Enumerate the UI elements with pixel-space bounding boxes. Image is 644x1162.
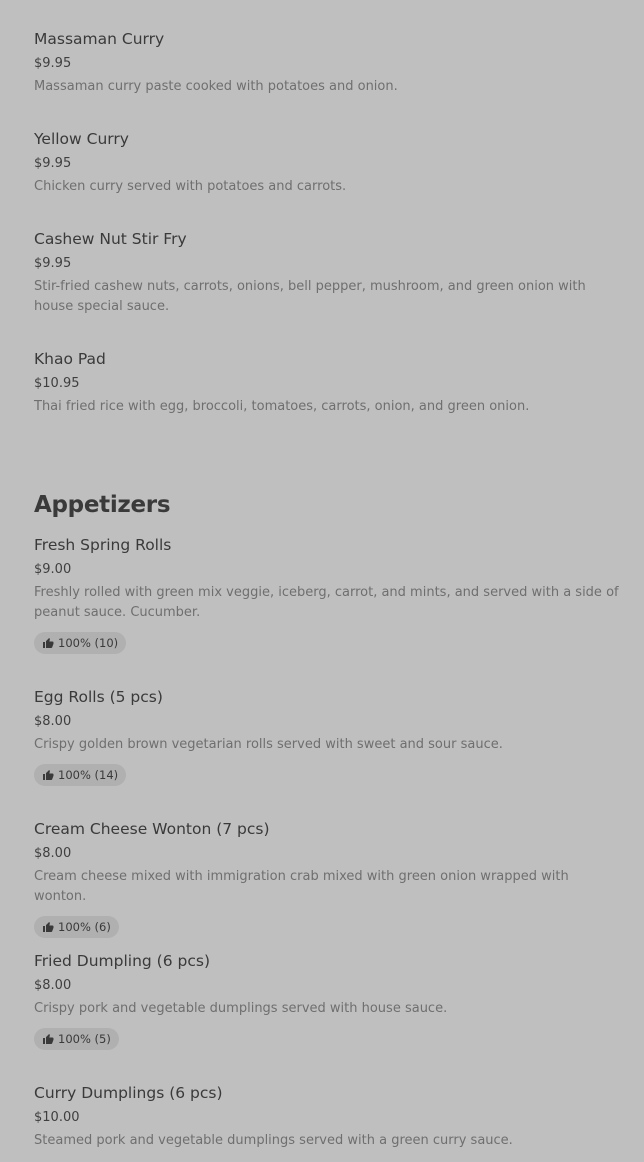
item-name: Curry Dumplings (6 pcs) <box>34 1084 223 1102</box>
menu-item-fresh-spring-rolls[interactable] <box>34 534 624 686</box>
item-price: $10.00 <box>34 1110 80 1125</box>
menu-item-cream-cheese-wonton[interactable] <box>34 818 624 950</box>
item-price: $8.00 <box>34 978 72 993</box>
item-price: $10.95 <box>34 376 80 391</box>
menu-item-egg-rolls[interactable] <box>34 686 624 818</box>
rating-text: 100% (5) <box>58 1032 111 1046</box>
item-name: Yellow Curry <box>34 130 129 148</box>
section-title-appetizers: Appetizers <box>34 492 171 518</box>
item-name: Fried Dumpling (6 pcs) <box>34 952 210 970</box>
rating-text: 100% (10) <box>58 636 119 650</box>
item-description: Freshly rolled with green mix veggie, iceberg, carrot, and mints, and served with a side of peanut sauce. Cucumber. <box>34 585 619 620</box>
menu-list <box>34 28 624 1162</box>
item-name: Egg Rolls (5 pcs) <box>34 688 163 706</box>
item-name: Fresh Spring Rolls <box>34 536 172 554</box>
thumbs-up-icon <box>42 769 54 781</box>
item-description: Crispy pork and vegetable dumplings served with house sauce. <box>34 1001 448 1016</box>
thumbs-up-icon <box>42 637 54 649</box>
menu-item-curry-dumplings[interactable] <box>34 1082 624 1162</box>
rating-badge <box>34 1028 119 1050</box>
item-price: $9.95 <box>34 56 72 71</box>
item-price: $9.00 <box>34 562 72 577</box>
thumbs-up-icon <box>42 921 54 933</box>
menu-item-cashew-nut-stir-fry[interactable] <box>34 228 624 348</box>
item-price: $8.00 <box>34 714 72 729</box>
item-description: Thai fried rice with egg, broccoli, tomatoes, carrots, onion, and green onion. <box>34 399 530 414</box>
item-price: $8.00 <box>34 846 72 861</box>
item-name: Massaman Curry <box>34 30 165 48</box>
item-price: $9.95 <box>34 156 72 171</box>
item-name: Cream Cheese Wonton (7 pcs) <box>34 820 270 838</box>
menu-item-yellow-curry[interactable] <box>34 128 624 228</box>
rating-text: 100% (14) <box>58 768 119 782</box>
item-description: Crispy golden brown vegetarian rolls served with sweet and sour sauce. <box>34 737 503 752</box>
item-name: Khao Pad <box>34 350 106 368</box>
item-description: Chicken curry served with potatoes and carrots. <box>34 179 347 194</box>
rating-badge <box>34 764 126 786</box>
item-name: Cashew Nut Stir Fry <box>34 230 187 248</box>
item-description: Stir-fried cashew nuts, carrots, onions, bell pepper, mushroom, and green onion with house special sauce. <box>34 279 586 314</box>
menu-item-massaman-curry[interactable] <box>34 28 624 128</box>
item-description: Massaman curry paste cooked with potatoes and onion. <box>34 79 398 94</box>
rating-text: 100% (6) <box>58 920 111 934</box>
thumbs-up-icon <box>42 1033 54 1045</box>
item-description: Cream cheese mixed with immigration crab mixed with green onion wrapped with wonton. <box>34 869 569 904</box>
rating-badge <box>34 916 119 938</box>
menu-item-khao-pad[interactable] <box>34 348 624 478</box>
menu-item-fried-dumpling[interactable] <box>34 950 624 1082</box>
rating-badge <box>34 632 126 654</box>
item-description: Steamed pork and vegetable dumplings served with a green curry sauce. <box>34 1133 513 1148</box>
item-price: $9.95 <box>34 256 72 271</box>
